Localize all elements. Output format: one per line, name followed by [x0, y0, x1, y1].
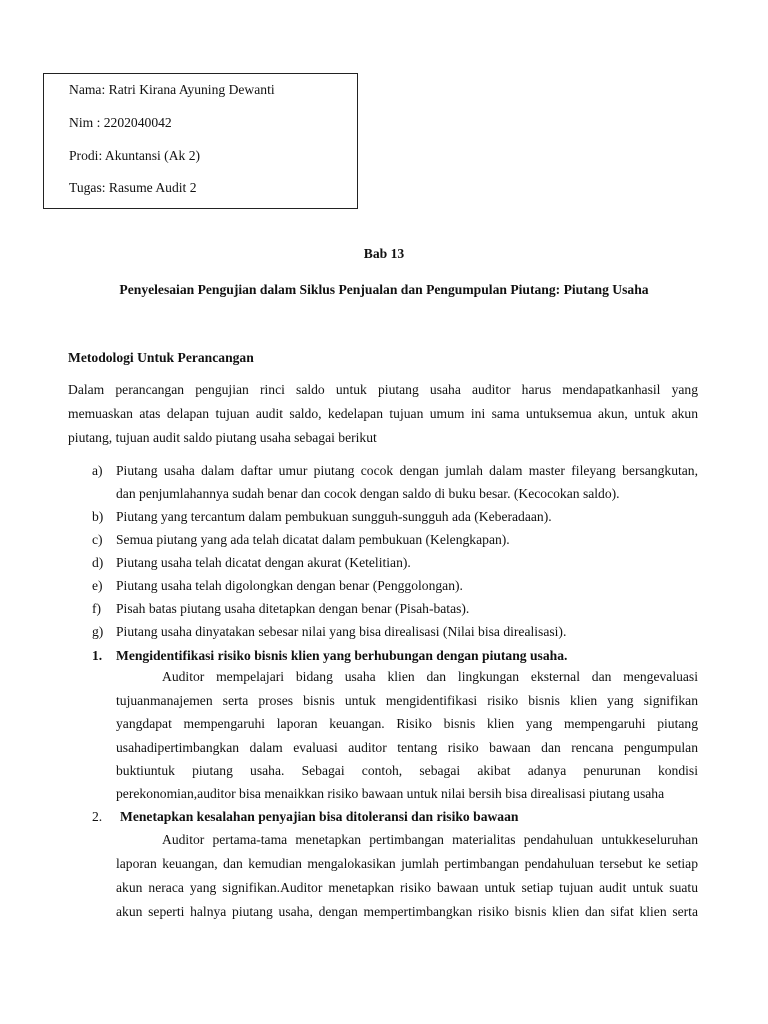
section-heading: Metodologi Untuk Perancangan: [68, 350, 254, 365]
step-1-line-5: buktiuntuk piutang usaha. Sebagai contoh, sebagai akibat adanya penurunan kondisi: [116, 763, 698, 778]
objective-letter-d: d): [92, 555, 104, 570]
intro-line-3: piutang, tujuan audit saldo piutang usaha sebagai berikut: [68, 430, 377, 445]
objective-letter-b: b): [92, 509, 104, 524]
step-2-line-1: Auditor pertama-tama menetapkan pertimbangan materialitas pendahuluan untukkeseluruhan: [162, 832, 698, 847]
objective-e-text: Piutang usaha telah digolongkan dengan benar (Penggolongan).: [116, 578, 463, 593]
objective-a-line-1: Piutang usaha dalam daftar umur piutang cocok dengan jumlah dalam master fileyang bersangkutan,: [116, 463, 698, 478]
objective-letter-c: c): [92, 532, 103, 547]
objective-a-line-2: dan penjumlahannya sudah benar dan cocok dengan saldo di buku besar. (Kecocokan saldo).: [116, 486, 620, 501]
chapter-heading: Bab 13: [363, 246, 405, 261]
step-1-line-3: yangdapat mempengaruhi laporan keuangan. Risiko bisnis klien yang mempengaruhi piutang: [116, 716, 698, 731]
step-1-line-4: usahadipertimbangkan dalam evaluasi auditor tentang risiko bawaan dan rencana pengumpulan: [116, 740, 698, 755]
step-1-number: 1.: [92, 648, 103, 663]
objective-letter-a: a): [92, 463, 103, 478]
student-info-box: [43, 73, 358, 209]
objective-letter-f: f): [92, 601, 102, 616]
objective-d-text: Piutang usaha telah dicatat dengan akurat (Ketelitian).: [116, 555, 411, 570]
student-prodi: Prodi: Akuntansi (Ak 2): [69, 148, 201, 163]
objective-c-text: Semua piutang yang ada telah dicatat dalam pembukuan (Kelengkapan).: [116, 532, 510, 547]
step-1-line-6: perekonomian,auditor bisa menaikkan risiko bawaan untuk nilai bersih bisa direalisasi piutang usaha: [116, 786, 665, 801]
intro-line-1: Dalam perancangan pengujian rinci saldo untuk piutang usaha auditor harus mendapatkanhasil yang: [68, 382, 698, 397]
objective-letter-g: g): [92, 624, 104, 639]
step-1-line-2: tujuanmanajemen serta proses bisnis untuk mengidentifikasi risiko bisnis klien yang signifikan: [116, 693, 698, 708]
step-1-heading: Mengidentifikasi risiko bisnis klien yang berhubungan dengan piutang usaha.: [116, 648, 568, 663]
intro-line-2: memuaskan atas delapan tujuan audit saldo, kedelapan tujuan umum ini sama untuksemua akun, untuk akun: [68, 406, 698, 421]
student-name: Nama: Ratri Kirana Ayuning Dewanti: [69, 82, 275, 97]
objective-f-text: Pisah batas piutang usaha ditetapkan dengan benar (Pisah-batas).: [116, 601, 470, 616]
objective-letter-e: e): [92, 578, 103, 593]
step-2-line-4: akun seperti halnya piutang usaha, dengan mempertimbangkan risiko bisnis klien dan sifat klien serta: [116, 904, 698, 919]
student-tugas: Tugas: Rasume Audit 2: [69, 180, 197, 195]
step-2-line-2: laporan keuangan, dan kemudian mengalokasikan jumlah pertimbangan pendahuluan tersebut ke setiap: [116, 856, 698, 871]
step-2-line-3: akun neraca yang signifikan.Auditor menetapkan risiko bawaan untuk setiap tujuan audit untuk suatu: [116, 880, 698, 895]
step-1-line-1: Auditor mempelajari bidang usaha klien dan lingkungan eksternal dan mengevaluasi: [162, 669, 698, 684]
document-title: Penyelesaian Pengujian dalam Siklus Penjualan dan Pengumpulan Piutang: Piutang Usaha: [119, 282, 649, 297]
student-nim: Nim : 2202040042: [69, 115, 172, 130]
step-2-heading: Menetapkan kesalahan penyajian bisa ditoleransi dan risiko bawaan: [120, 809, 519, 824]
step-2-number: 2.: [92, 809, 103, 824]
objective-b-text: Piutang yang tercantum dalam pembukuan sungguh-sungguh ada (Keberadaan).: [116, 509, 552, 524]
objective-g-text: Piutang usaha dinyatakan sebesar nilai yang bisa direalisasi (Nilai bisa direalisasi).: [116, 624, 567, 639]
